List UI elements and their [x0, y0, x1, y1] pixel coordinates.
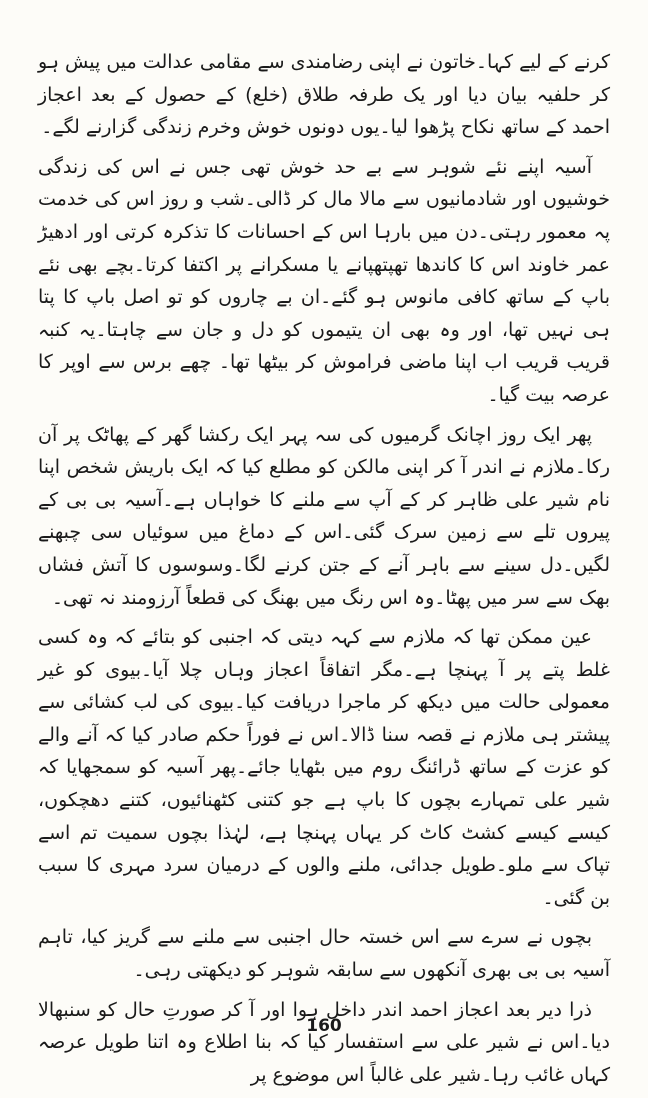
- body-text: [38, 46, 610, 1098]
- paragraph: کرنے کے لیے کہا۔خاتون نے اپنی رضامندی سے مقامی عدالت میں پیش ہو کر حلفیہ بیان دیا اور یک طرفہ طلاق (خلع) کے حصول کے بعد اعجاز احمد کے ساتھ نکاح پڑھوا لیا۔یوں دونوں خوش وخرم زندگی گزارنے لگے۔: [38, 51, 610, 139]
- paragraph: بچوں نے سرے سے اس خستہ حال اجنبی سے ملنے سے گریز کیا، تاہم آسیہ بی بی بھری آنکھوں سے سابقہ شوہر کو دیکھتی رہی۔: [38, 926, 610, 982]
- paragraph: پھر ایک روز اچانک گرمیوں کی سہ پہر ایک رکشا گھر کے پھاٹک پر آن رکا۔ملازم نے اندر آ کر اپنی مالکن کو مطلع کیا کہ ایک باریش شخص اپنا نام شیر علی ظاہر کر کے آپ سے ملنے کا خواہاں ہے۔آسیہ بی بی کے پیروں تلے سے زمین سرک گئی۔اس کے دماغ میں سوئیاں سی چبھنے لگیں۔دل سینے سے باہر آنے کے جتن کرنے لگا۔وسوسوں کا آتش فشاں بھک سے سر میں پھٹا۔وہ اس رنگ میں بھنگ کی قطعاً آرزومند نہ تھی۔: [38, 423, 610, 609]
- page-number: 160: [306, 1016, 342, 1036]
- paragraph: آسیہ اپنے نئے شوہر سے بے حد خوش تھی جس نے اس کی زندگی خوشیوں اور شادمانیوں سے مالا مال کر ڈالی۔شب و روز اس کی خدمت پہ معمور رہتی۔دن میں بارہا اس کے احسانات کا تذکرہ کرتی اور ادھیڑ عمر خاوند اس کا کاندھا تھپتھپانے یا مسکرانے پر اکتفا کرتا۔بچے بھی نئے باپ کے ساتھ کافی مانوس ہو گئے۔ان بے چاروں کو تو اصل باپ کا پتا ہی نہیں تھا، اور وہ بھی ان یتیموں کو دل و جان سے چاہتا۔یہ کنبہ قریب قریب اب اپنا ماضی فراموش کر بیٹھا تھا۔ چھے برس سے اوپر کا عرصہ بیت گیا۔: [38, 155, 610, 406]
- paragraph: عین ممکن تھا کہ ملازم سے کہہ دیتی کہ اجنبی کو بتائے کہ وہ کسی غلط پتے پر آ پہنچا ہے۔مگر اتفاقاً اعجاز وہاں چلا آیا۔بیوی کو غیر معمولی حالت میں دیکھ کر ماجرا دریافت کیا۔بیوی کی لب کشائی سے پیشتر ہی ملازم نے قصہ سنا ڈالا۔اس نے فوراً حکم صادر کیا کہ آنے والے کو عزت کے ساتھ ڈرائنگ روم میں بٹھایا جائے۔پھر آسیہ کو سمجھایا کہ شیر علی تمہارے بچوں کا باپ ہے جو کتنی کٹھنائیوں، کتنے دھچکوں، کیسے کیسے کشٹ کاٹ کر یہاں پہنچا ہے، لہٰذا بچوں سمیت تم اسے تپاک سے ملو۔طویل جدائی، ملنے والوں کے درمیان سرد مہری کا سبب بن گئی۔: [38, 626, 610, 909]
- paragraph: ذرا دیر بعد اعجاز احمد اندر داخل ہوا اور آ کر صورتِ حال کو سنبھالا دیا۔اس نے شیر علی سے استفسار کیا کہ بنا اطلاع وہ اتنا طویل عرصہ کہاں غائب رہا۔شیر علی غالباً اس موضوع پر: [38, 998, 610, 1086]
